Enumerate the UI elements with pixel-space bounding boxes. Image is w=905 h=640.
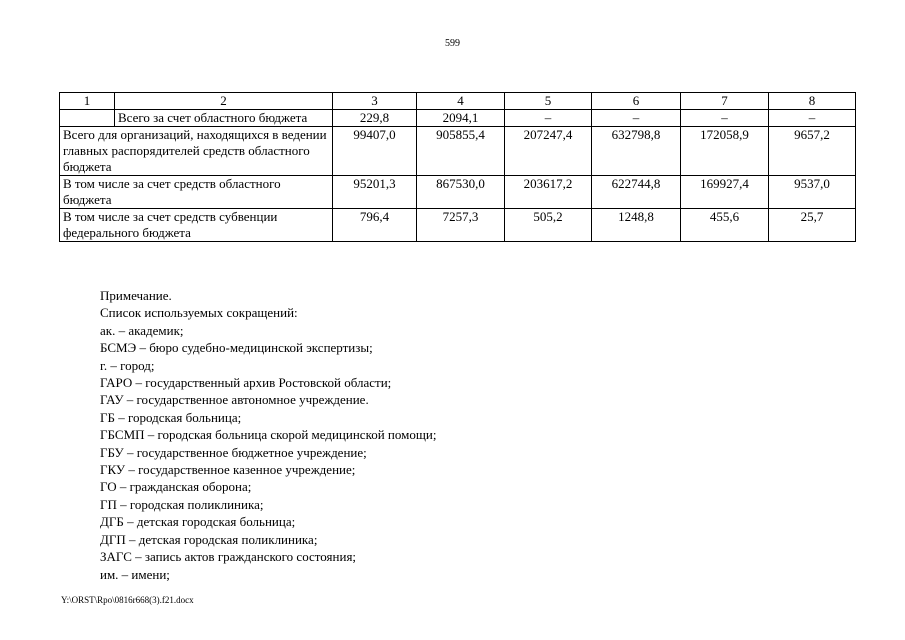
abbreviation-item: г. – город; xyxy=(100,357,155,373)
column-number-1: 1 xyxy=(60,93,115,110)
table-cell: 172058,9 xyxy=(681,127,769,176)
note-subtitle: Список используемых сокращений: xyxy=(100,305,298,321)
abbreviation-item: ГБСМП – городская больница скорой медицинской помощи; xyxy=(100,427,437,443)
column-number-6: 6 xyxy=(592,93,681,110)
table-cell: 796,4 xyxy=(333,209,417,242)
column-number-5: 5 xyxy=(505,93,592,110)
column-number-7: 7 xyxy=(681,93,769,110)
table-cell: – xyxy=(681,110,769,127)
table-cell: 9657,2 xyxy=(769,127,856,176)
table-cell: 203617,2 xyxy=(505,176,592,209)
column-number-4: 4 xyxy=(417,93,505,110)
column-number-8: 8 xyxy=(769,93,856,110)
table-cell: – xyxy=(505,110,592,127)
table-cell: – xyxy=(769,110,856,127)
abbreviation-item: ДГП – детская городская поликлиника; xyxy=(100,531,318,547)
row-label: Всего за счет областного бюджета xyxy=(115,110,333,127)
table-cell: 867530,0 xyxy=(417,176,505,209)
table-row xyxy=(60,176,856,209)
row-label: Всего для организаций, находящихся в ведении главных распорядителей средств областного бюджета xyxy=(60,127,333,176)
column-number-2: 2 xyxy=(115,93,333,110)
abbreviation-item: ГБ – городская больница; xyxy=(100,409,242,425)
note-title: Примечание. xyxy=(100,288,172,303)
row-label: В том числе за счет средств субвенции федерального бюджета xyxy=(60,209,333,242)
table-header-row xyxy=(60,93,856,110)
table-cell: 1248,8 xyxy=(592,209,681,242)
table-row xyxy=(60,127,856,176)
row-label: В том числе за счет средств областного бюджета xyxy=(60,176,333,209)
table-cell: 207247,4 xyxy=(505,127,592,176)
table-cell: 169927,4 xyxy=(681,176,769,209)
table-row xyxy=(60,110,856,127)
abbreviation-item: ГАРО – государственный архив Ростовской области; xyxy=(100,375,392,391)
table-cell: 229,8 xyxy=(333,110,417,127)
table-row xyxy=(60,209,856,242)
abbreviation-item: БСМЭ – бюро судебно-медицинской экспертизы; xyxy=(100,340,373,356)
table-cell: 622744,8 xyxy=(592,176,681,209)
abbreviation-item: ЗАГС – запись актов гражданского состояния; xyxy=(100,549,357,565)
abbreviation-item: ГО – гражданская оборона; xyxy=(100,479,252,495)
table-cell: 9537,0 xyxy=(769,176,856,209)
table-cell: 505,2 xyxy=(505,209,592,242)
abbreviations-note xyxy=(100,287,436,583)
abbreviation-item: ГАУ – государственное автономное учреждение. xyxy=(100,392,369,408)
table-cell: 7257,3 xyxy=(417,209,505,242)
abbreviation-item: ГБУ – государственное бюджетное учреждение; xyxy=(100,444,367,460)
table-cell: 455,6 xyxy=(681,209,769,242)
table-cell: – xyxy=(592,110,681,127)
table-cell: 2094,1 xyxy=(417,110,505,127)
empty-cell xyxy=(60,110,115,127)
abbreviation-item: ГП – городская поликлиника; xyxy=(100,496,264,512)
abbreviation-item: им. – имени; xyxy=(100,566,170,582)
table-cell: 99407,0 xyxy=(333,127,417,176)
budget-table xyxy=(59,92,856,242)
table-cell: 632798,8 xyxy=(592,127,681,176)
table-cell: 25,7 xyxy=(769,209,856,242)
abbreviation-item: ГКУ – государственное казенное учреждение; xyxy=(100,462,356,478)
abbreviation-item: ак. – академик; xyxy=(100,322,184,338)
abbreviation-item: ДГБ – детская городская больница; xyxy=(100,514,296,530)
page-number: 599 xyxy=(445,38,460,49)
column-number-3: 3 xyxy=(333,93,417,110)
file-path-footer: Y:\ORST\Rpo\0816r668(3).f21.docx xyxy=(61,595,194,605)
table-cell: 905855,4 xyxy=(417,127,505,176)
table-cell: 95201,3 xyxy=(333,176,417,209)
